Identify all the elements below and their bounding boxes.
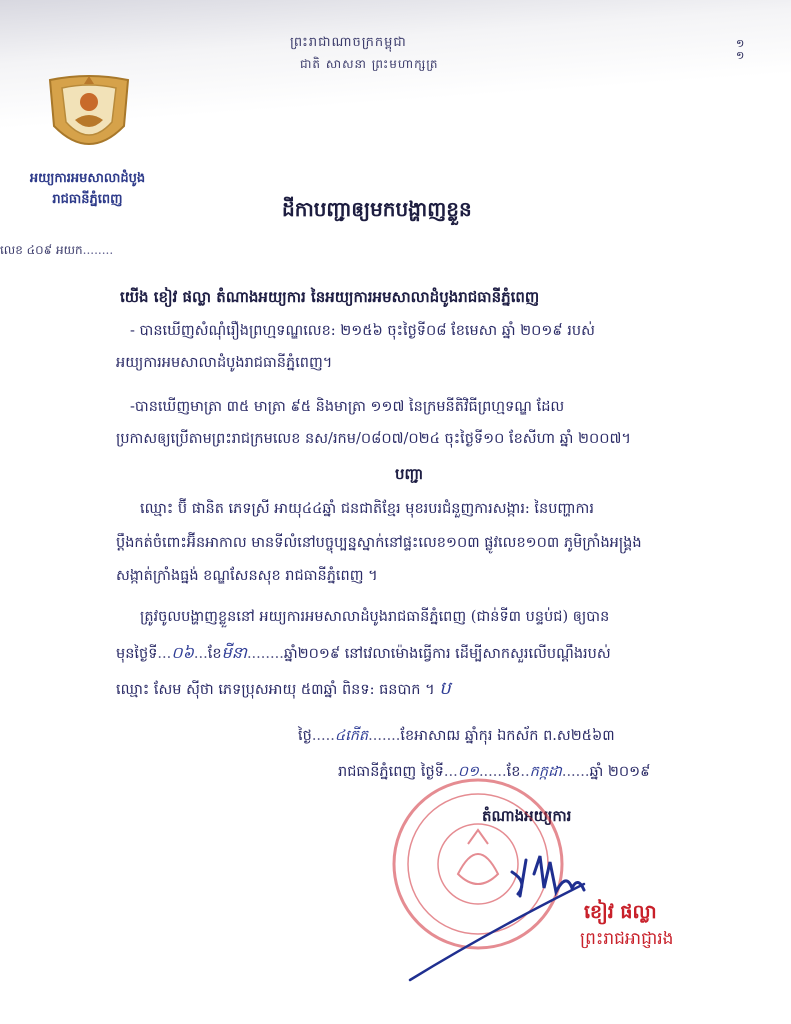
document-title: ដីកាបញ្ជាឲ្យមកបង្ហាញខ្លួន [282, 197, 472, 221]
kingdom-line: ព្រះរាជាណាចក្រកម្ពុជា [290, 35, 407, 50]
court-emblem-icon [40, 72, 138, 164]
para2-line1: -បានឃើញមាត្រា ៣៥ មាត្រា ៩៥ និងមាត្រា ១១៧ នៃក្រមនីតិវិធីព្រហ្មទណ្ឌ ដែល [130, 399, 565, 415]
lunar-date-line: ថ្ងៃ.....៤កើត.......ខែអាសាឍ ឆ្នាំកុរ ឯកស័ក ព.ស២៥៦៣ [298, 728, 615, 744]
para5-line1 [116, 676, 451, 703]
lunar-suffix: ខែអាសាឍ ឆ្នាំកុរ ឯកស័ក ព.ស២៥៦៣ [400, 728, 615, 744]
para4-line2: មុនថ្ងៃទី...០៦...ខែមីនា........ឆ្នាំ២០១៩ នៅវេលាម៉ោងធ្វើការ ដើម្បីសាកសួរលើបណ្ដឹងរបស់ [116, 643, 611, 662]
deadline-prefix: មុនថ្ងៃទី [116, 646, 158, 662]
deadline-month: មីនា [221, 643, 247, 662]
para4-line1: ត្រូវចូលបង្ហាញខ្លួននៅ អយ្យការអមសាលាដំបូងរាជធានីភ្នំពេញ (ជាន់ទី៣ បន្ទប់ជ) ឲ្យបាន [140, 609, 610, 625]
solar-month: កក្កដា [529, 764, 562, 780]
deadline-day: ០៦ [171, 643, 194, 662]
motto-line: ជាតិ សាសនា ព្រះមហាក្សត្រ [300, 57, 439, 71]
issuer-line: យើង ខៀវ ផល្លា តំណាងអយ្យការ នៃអយ្យការអមសាលាដំបូងរាជធានីភ្នំពេញ [120, 288, 540, 306]
deadline-suffix: ឆ្នាំ២០១៩ នៅវេលាម៉ោងធ្វើការ ដើម្បីសាកសួរលើបណ្ដឹងរបស់ [283, 646, 611, 662]
complainant-text: ឈ្មោះ សែម ស៊ីថា ភេទប្រុសអាយុ ៥៣ឆ្នាំ ពិនទ: ធនបាក ។ [116, 682, 435, 698]
solar-suffix: ឆ្នាំ ២០១៩ [589, 764, 651, 780]
lunar-prefix: ថ្ងៃ [298, 728, 312, 744]
para1-line1: - បានឃើញសំណុំរឿងព្រហ្មទណ្ឌលេខ: ២១៥៦ ចុះថ្ងៃទី០៨ ខែមេសា ឆ្នាំ ២០១៩ របស់ [130, 323, 595, 339]
para2-line2: ប្រកាសឲ្យប្រើតាមព្រះរាជក្រមលេខ នស/រកម/០៨០៧/០២៤ ចុះថ្ងៃទី១០ ខែសីហា ឆ្នាំ ២០០៧។ [116, 431, 631, 447]
prosecutor-position: ព្រះរាជអាជ្ញារង [580, 929, 674, 949]
lunar-day: ៤កើត [334, 728, 369, 744]
court-name-line2: រាជធានីភ្នំពេញ [52, 192, 123, 207]
para1-line2: អយ្យការអមសាលាដំបូងរាជធានីភ្នំពេញ។ [116, 355, 333, 371]
signature-title: តំណាងអយ្យការ [482, 807, 572, 825]
reference-number: លេខ ៤០៩ អយក........ [0, 243, 114, 257]
page-number: ១ ១ [736, 37, 745, 62]
handwritten-signature-icon [408, 832, 608, 982]
para3-line1: ឈ្មោះ ប៊ី ផានិត ភេទស្រី អាយុ៤៤ឆ្នាំ ជនជាតិខ្មែរ មុខរបរជំនួញការសង្ការ: នៃបញ្ហាការ [140, 501, 594, 517]
court-name [0, 168, 175, 210]
order-heading: បញ្ជា [395, 465, 424, 483]
reference-number-value: លេខ ៤០៩ អយក [0, 243, 83, 257]
deadline-month-label: ខែ [207, 646, 222, 662]
solar-date-line: រាជធានីភ្នំពេញ ថ្ងៃទី...០១......ខែ..កក្កដា......ឆ្នាំ ២០១៩ [338, 764, 651, 780]
prosecutor-name: ខៀវ ផល្លា [584, 901, 657, 923]
solar-day: ០១ [457, 764, 479, 780]
para3-line2: ប្ដឹងកត់ចំពោះអ៊ីនអាកាល មានទីលំនៅបច្ចុប្បន្នស្នាក់នៅផ្ទះលេខ១០៣ ផ្លូវលេខ១០៣ ភូមិក្រាំងអង្គ្រង [116, 535, 642, 551]
complainant-mark: ប [439, 678, 451, 699]
solar-month-label: ខែ [506, 764, 521, 780]
para3-line3: សង្កាត់ក្រាំងធ្នង់ ខណ្ឌសែនសុខ រាជធានីភ្នំពេញ ។ [116, 568, 378, 584]
court-name-line1: អយ្យការអមសាលាដំបូង [29, 171, 146, 186]
solar-prefix: រាជធានីភ្នំពេញ ថ្ងៃទី [338, 764, 444, 780]
